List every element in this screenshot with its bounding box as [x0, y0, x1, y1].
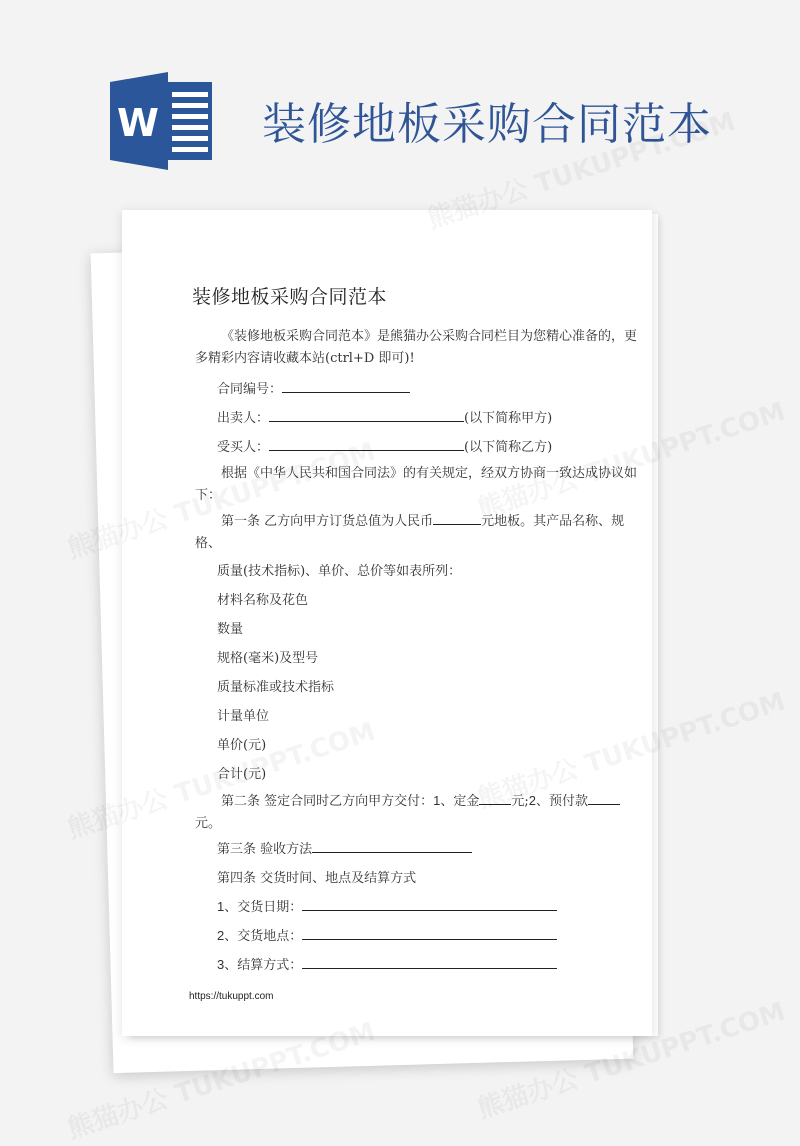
buyer-blank — [269, 437, 464, 451]
buyer-label: 受买人： — [217, 440, 270, 455]
settlement-method-label: 、结算方式： — [224, 958, 303, 973]
article-3-field — [217, 838, 472, 857]
table-field-0: 材料名称及花色 — [217, 593, 309, 608]
article-1-continuation: 质量(技术指标)、单价、总价等如表所列： — [217, 564, 462, 579]
seller-suffix: (以下简称甲方) — [464, 411, 553, 426]
settlement-method-field: 3、结算方式： — [217, 954, 557, 973]
table-field-3: 质量标准或技术指标 — [217, 680, 335, 695]
intro-paragraph: 《装修地板采购合同范本》是熊猫办公采购合同栏目为您精心准备的，更多精彩内容请收藏本站(ctrl+D 即可)! — [195, 329, 638, 366]
acceptance-method-blank — [312, 839, 472, 853]
contract-number-field — [217, 378, 410, 397]
delivery-location-label: 、交货地点： — [224, 929, 303, 944]
article-1-paragraph — [195, 511, 640, 555]
footer-url: https://tukuppt.com — [189, 991, 274, 1002]
article-2-paragraph — [195, 790, 640, 835]
word-icon — [108, 70, 214, 172]
seller-label: 出卖人： — [217, 411, 270, 426]
table-field-2: 规格(毫米)及型号 — [217, 651, 319, 666]
table-field-5: 单价(元) — [217, 738, 267, 753]
article-2-mid: 元; — [511, 794, 529, 809]
seller-field — [217, 407, 552, 426]
document-page — [122, 210, 652, 1036]
article-4-heading: 第四条 交货时间、地点及结算方式 — [217, 871, 417, 886]
article-2-text: 第二条 签定合同时乙方向甲方交付： — [221, 794, 434, 809]
article-3-label: 第三条 验收方法 — [217, 842, 313, 857]
basis-paragraph: 根据《中华人民共和国合同法》的有关规定，经双方协商一致达成协议如下： — [195, 466, 638, 503]
document-title: 装修地板采购合同范本 — [192, 286, 388, 308]
prepayment-label: 2、预付款 — [528, 793, 588, 808]
article-2-end: 元。 — [195, 816, 222, 831]
table-field-4: 计量单位 — [217, 709, 270, 724]
article-1-text-post: 元地板。其产品名称、规格、 — [195, 514, 625, 551]
delivery-date-label: 、交货日期： — [224, 900, 303, 915]
delivery-location-field: 2、交货地点： — [217, 925, 557, 944]
svg-text:W: W — [117, 101, 159, 145]
contract-number-label: 合同编号： — [217, 382, 283, 397]
buyer-suffix: (以下简称乙方) — [464, 440, 553, 455]
banner-title: 装修地板采购合同范本 — [262, 99, 712, 150]
buyer-field — [217, 436, 552, 455]
delivery-date-blank — [302, 897, 557, 911]
total-value-blank — [433, 511, 481, 525]
contract-number-blank — [282, 379, 410, 393]
delivery-location-blank — [302, 926, 557, 940]
table-field-6: 合计(元) — [217, 767, 267, 782]
delivery-date-field: 1、交货日期： — [217, 896, 557, 915]
banner-header — [0, 0, 800, 200]
table-field-1: 数量 — [217, 622, 244, 637]
settlement-method-blank — [302, 955, 557, 969]
deposit-blank — [479, 791, 511, 805]
deposit-label: 1、定金 — [433, 793, 480, 808]
seller-blank — [269, 408, 464, 422]
prepayment-blank — [588, 791, 620, 805]
article-1-text-pre: 第一条 乙方向甲方订货总值为人民币 — [221, 514, 434, 529]
